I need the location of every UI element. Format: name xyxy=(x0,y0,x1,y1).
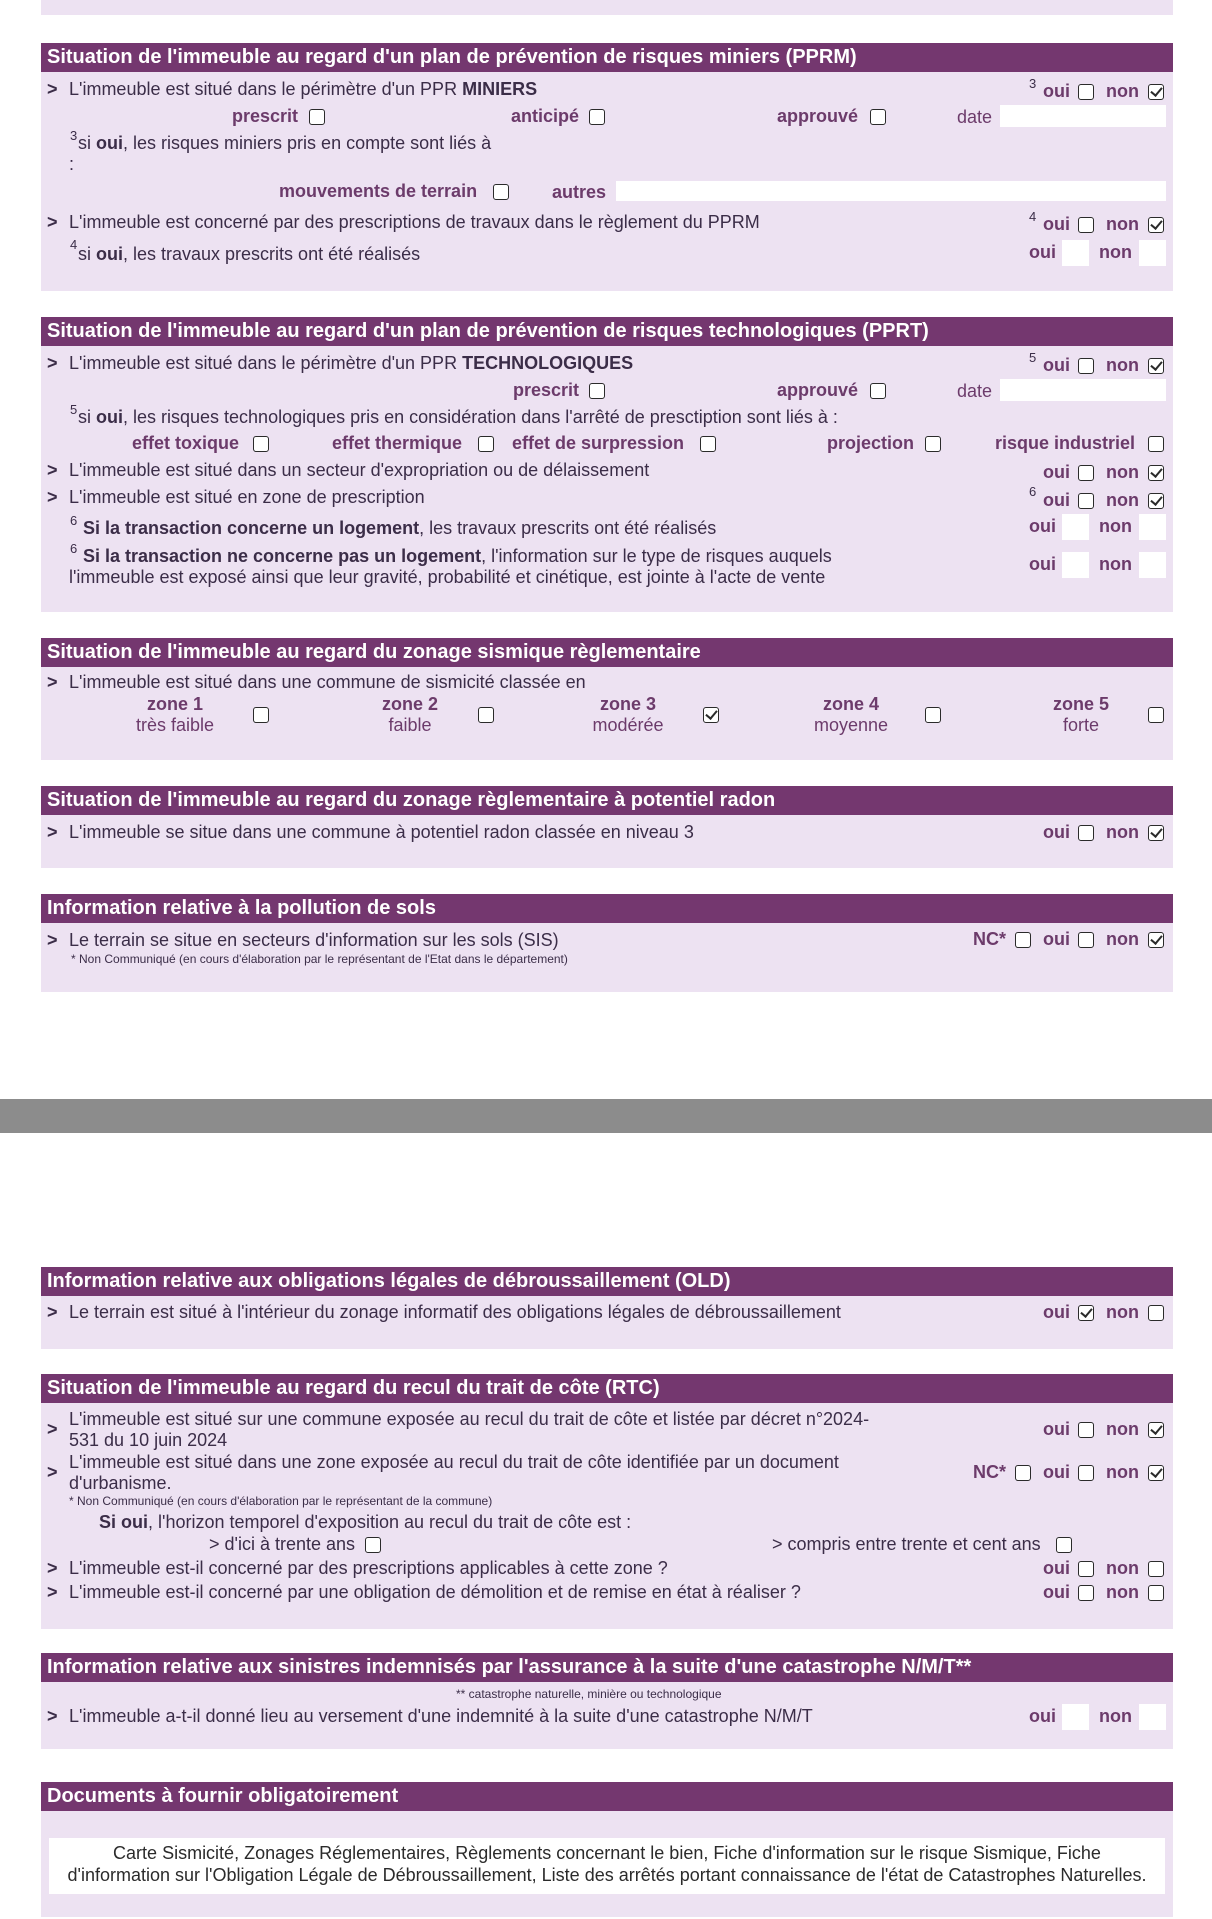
projection-label: projection xyxy=(827,433,915,453)
oui-label: oui xyxy=(1043,1582,1070,1602)
rtc-q2-line2: d'urbanisme. xyxy=(69,1473,172,1493)
pprt-q3-oui-checkbox[interactable] xyxy=(1078,493,1094,509)
non-label: non xyxy=(1099,516,1132,536)
oui-label: oui xyxy=(1029,1706,1056,1726)
rtc-opt2-label: > compris entre trente et cent ans xyxy=(772,1534,1041,1554)
oui-label: oui xyxy=(1043,214,1070,234)
pprt-approuve-checkbox[interactable] xyxy=(870,383,886,399)
sinistres-header: Information relative aux sinistres indemnisés par l'assurance à la suite d'une catastrophe N/M/T** xyxy=(41,1653,1173,1682)
pprt-q2: L'immeuble est situé dans un secteur d'expropriation ou de délaissement xyxy=(69,460,650,480)
bullet-arrow: > xyxy=(47,487,58,507)
seismic-zone-level: moyenne xyxy=(813,715,889,735)
pprt-q2-non-checkbox[interactable] xyxy=(1148,465,1164,481)
bullet-arrow: > xyxy=(47,1462,58,1482)
pprm-q2-sup: 4 xyxy=(1029,209,1037,224)
oui-label: oui xyxy=(1043,1419,1070,1439)
seismic-zone-name: zone 3 xyxy=(599,694,656,714)
pprm-approuve-checkbox[interactable] xyxy=(870,109,886,125)
oui-label: oui xyxy=(1043,355,1070,375)
seismic-zone-checkbox[interactable] xyxy=(253,707,269,723)
sinistres-non-field[interactable] xyxy=(1139,1704,1166,1730)
prescrit-label: prescrit xyxy=(513,380,580,400)
projection-checkbox[interactable] xyxy=(925,436,941,452)
rtc-q2-line1: L'immeuble est situé dans une zone exposée au recul du trait de côte identifiée par un document xyxy=(69,1452,839,1472)
non-label: non xyxy=(1106,1462,1139,1482)
pprm-q2-oui-checkbox[interactable] xyxy=(1078,217,1094,233)
old-header: Information relative aux obligations légales de débroussaillement (OLD) xyxy=(41,1267,1173,1296)
oui-label: oui xyxy=(1043,1302,1070,1322)
bullet-arrow: > xyxy=(47,930,58,950)
bullet-arrow: > xyxy=(47,79,58,99)
rtc-q1-non-checkbox[interactable] xyxy=(1148,1422,1164,1438)
pollution-oui-checkbox[interactable] xyxy=(1078,932,1094,948)
non-label: non xyxy=(1106,355,1139,375)
pprt-q1-non-checkbox[interactable] xyxy=(1148,358,1164,374)
rtc-q1-line2: 531 du 10 juin 2024 xyxy=(69,1430,228,1450)
pprt-header: Situation de l'immeuble au regard d'un plan de prévention de risques technologiques (PPRT) xyxy=(41,317,1173,346)
pprm-note3: si oui, les risques miniers pris en compte sont liés à xyxy=(78,133,492,153)
non-label: non xyxy=(1099,1706,1132,1726)
non-label: non xyxy=(1106,214,1139,234)
effet-surpression-label: effet de surpression xyxy=(512,433,685,453)
non-label: non xyxy=(1106,462,1139,482)
seismic-zone-level: modérée xyxy=(592,715,664,735)
bullet-arrow: > xyxy=(47,1706,58,1726)
pprt-note6a-oui-field[interactable] xyxy=(1062,514,1089,540)
pprm-note4-non-field[interactable] xyxy=(1139,240,1166,266)
oui-label: oui xyxy=(1029,554,1056,574)
pprm-q1: L'immeuble est situé dans le périmètre d'un PPR MINIERS xyxy=(69,79,538,99)
mouvements-label: mouvements de terrain xyxy=(279,181,478,201)
non-label: non xyxy=(1106,1558,1139,1578)
non-label: non xyxy=(1106,822,1139,842)
non-label: non xyxy=(1106,929,1139,949)
rtc-q1-line1: L'immeuble est situé sur une commune exposée au recul du trait de côte et listée par décret n°2024- xyxy=(69,1409,870,1429)
note3-sup: 3 xyxy=(70,128,78,143)
rtc-trente-cent-ans-checkbox[interactable] xyxy=(1056,1537,1072,1553)
seismic-zone-name: zone 4 xyxy=(822,694,879,714)
old-non-checkbox[interactable] xyxy=(1148,1305,1164,1321)
risque-industriel-checkbox[interactable] xyxy=(1148,436,1164,452)
bullet-arrow: > xyxy=(47,1419,58,1439)
effet-toxique-label: effet toxique xyxy=(132,433,240,453)
oui-label: oui xyxy=(1029,516,1056,536)
pollution-non-checkbox[interactable] xyxy=(1148,932,1164,948)
date-label: date xyxy=(957,107,993,127)
effet-surpression-checkbox[interactable] xyxy=(700,436,716,452)
oui-label: oui xyxy=(1043,81,1070,101)
old-oui-checkbox[interactable] xyxy=(1078,1305,1094,1321)
non-label: non xyxy=(1099,554,1132,574)
bullet-arrow: > xyxy=(47,1302,58,1322)
anticipe-label: anticipé xyxy=(511,106,580,126)
autres-label: autres xyxy=(552,182,607,202)
pprm-mouvements-checkbox[interactable] xyxy=(493,184,509,200)
non-label: non xyxy=(1099,242,1132,262)
oui-label: oui xyxy=(1043,929,1070,949)
approuve-label: approuvé xyxy=(777,380,859,400)
documents-list xyxy=(49,1838,1165,1894)
pprt-q3-sup: 6 xyxy=(1029,484,1037,499)
date-label: date xyxy=(957,381,993,401)
pprt-date-field[interactable] xyxy=(1000,379,1166,401)
oui-label: oui xyxy=(1043,822,1070,842)
rtc-q1-oui-checkbox[interactable] xyxy=(1078,1422,1094,1438)
pprt-note6a: Si la transaction concerne un logement, les travaux prescrits ont été réalisés xyxy=(83,518,717,538)
old-q1: Le terrain est situé à l'intérieur du zonage informatif des obligations légales de débroussaillement xyxy=(69,1302,841,1322)
effet-toxique-checkbox[interactable] xyxy=(253,436,269,452)
pollution-note: * Non Communiqué (en cours d'élaboration par le représentant de l'Etat dans le département) xyxy=(71,952,568,966)
rtc-trente-ans-checkbox[interactable] xyxy=(365,1537,381,1553)
seismic-zone-name: zone 2 xyxy=(381,694,438,714)
documents-line1: Carte Sismicité, Zonages Réglementaires, Règlements concernant le bien, Fiche d'information sur le risque Sismique, Fiche xyxy=(113,1843,1101,1863)
pprt-note6b-line2: l'immeuble est exposé ainsi que leur gravité, probabilité et cinétique, est jointe à l'acte de vente xyxy=(69,567,826,587)
bullet-arrow: > xyxy=(47,460,58,480)
pprt-note5: si oui, les risques technologiques pris en considération dans l'arrêté de presctiption sont liés à : xyxy=(78,407,838,427)
sinistres-note: ** catastrophe naturelle, minière ou technologique xyxy=(456,1687,722,1701)
seismic-zone-name: zone 5 xyxy=(1052,694,1109,714)
sismique-header: Situation de l'immeuble au regard du zonage sismique règlementaire xyxy=(41,638,1173,667)
pprt-q3-non-checkbox[interactable] xyxy=(1148,493,1164,509)
bullet-arrow: > xyxy=(47,353,58,373)
effet-thermique-checkbox[interactable] xyxy=(478,436,494,452)
pprm-anticipe-checkbox[interactable] xyxy=(589,109,605,125)
seismic-zone-checkbox[interactable] xyxy=(478,707,494,723)
note6a-sup: 6 xyxy=(70,513,78,528)
pprm-date-field[interactable] xyxy=(1000,105,1166,127)
bullet-arrow: > xyxy=(47,672,58,692)
pprm-q2-non-checkbox[interactable] xyxy=(1148,217,1164,233)
non-label: non xyxy=(1106,490,1139,510)
radon-q1: L'immeuble se situe dans une commune à potentiel radon classée en niveau 3 xyxy=(69,822,694,842)
seismic-zone-level: faible xyxy=(388,715,432,735)
rtc-q4-non-checkbox[interactable] xyxy=(1148,1585,1164,1601)
pprm-note3-colon: : xyxy=(69,154,75,174)
rtc-header: Situation de l'immeuble au regard du recul du trait de côte (RTC) xyxy=(41,1374,1173,1403)
non-label: non xyxy=(1106,1582,1139,1602)
seismic-zone-checkbox[interactable] xyxy=(925,707,941,723)
pollution-nc-checkbox[interactable] xyxy=(1015,932,1031,948)
pprt-q3: L'immeuble est situé en zone de prescription xyxy=(69,487,425,507)
note6b-sup: 6 xyxy=(70,541,78,556)
pprt-q1-sup: 5 xyxy=(1029,350,1037,365)
pprm-autres-field[interactable] xyxy=(616,181,1166,201)
non-label: non xyxy=(1106,81,1139,101)
oui-label: oui xyxy=(1043,1462,1070,1482)
nc-label: NC* xyxy=(973,1462,1007,1482)
seismic-zone-level: forte xyxy=(1062,715,1100,735)
pprt-q1-oui-checkbox[interactable] xyxy=(1078,358,1094,374)
oui-label: oui xyxy=(1043,462,1070,482)
non-label: non xyxy=(1106,1302,1139,1322)
pollution-q1: Le terrain se situe en secteurs d'information sur les sols (SIS) xyxy=(69,930,559,950)
rtc-opt1-label: > d'ici à trente ans xyxy=(209,1534,356,1554)
pprm-header: Situation de l'immeuble au regard d'un plan de prévention de risques miniers (PPRM) xyxy=(41,43,1173,72)
note5-sup: 5 xyxy=(70,402,78,417)
prescrit-label: prescrit xyxy=(232,106,299,126)
oui-label: oui xyxy=(1043,1558,1070,1578)
pprt-note6b-oui-field[interactable] xyxy=(1062,552,1089,578)
nc-label: NC* xyxy=(973,929,1007,949)
effet-thermique-label: effet thermique xyxy=(332,433,463,453)
pprm-q2: L'immeuble est concerné par des prescriptions de travaux dans le règlement du PPRM xyxy=(69,212,760,232)
rtc-q4-oui-checkbox[interactable] xyxy=(1078,1585,1094,1601)
rtc-q3-non-checkbox[interactable] xyxy=(1148,1561,1164,1577)
radon-non-checkbox[interactable] xyxy=(1148,825,1164,841)
non-label: non xyxy=(1106,1419,1139,1439)
seismic-zone-checkbox[interactable] xyxy=(703,707,719,723)
sinistres-q1: L'immeuble a-t-il donné lieu au versement d'une indemnité à la suite d'une catastrophe N/M/T xyxy=(69,1706,813,1726)
pprm-q1-oui-checkbox[interactable] xyxy=(1078,84,1094,100)
radon-oui-checkbox[interactable] xyxy=(1078,825,1094,841)
oui-label: oui xyxy=(1043,490,1070,510)
bullet-arrow: > xyxy=(47,1582,58,1602)
pprm-note4-oui-field[interactable] xyxy=(1062,240,1089,266)
documents-line2: d'information sur l'Obligation Légale de Débroussaillement, Liste des arrêtés portant connaissance de l'état de Catastrophes Naturelles. xyxy=(67,1865,1147,1885)
pprm-prescrit-checkbox[interactable] xyxy=(309,109,325,125)
bullet-arrow: > xyxy=(47,1558,58,1578)
top-band-remnant xyxy=(41,0,1173,15)
page-separator xyxy=(0,1099,1212,1133)
risque-industriel-label: risque industriel xyxy=(995,433,1136,453)
seismic-zone-checkbox[interactable] xyxy=(1148,707,1164,723)
rtc-q3: L'immeuble est-il concerné par des prescriptions applicables à cette zone ? xyxy=(69,1558,668,1578)
pprt-note6b-non-field[interactable] xyxy=(1139,552,1166,578)
bullet-arrow: > xyxy=(47,822,58,842)
pollution-header: Information relative à la pollution de sols xyxy=(41,894,1173,923)
pprm-note4: si oui, les travaux prescrits ont été réalisés xyxy=(78,244,421,264)
documents-header: Documents à fournir obligatoirement xyxy=(41,1782,1173,1811)
seismic-zone-level: très faible xyxy=(135,715,215,735)
pprm-q1-sup: 3 xyxy=(1029,76,1037,91)
approuve-label: approuvé xyxy=(777,106,859,126)
radon-header: Situation de l'immeuble au regard du zonage règlementaire à potentiel radon xyxy=(41,786,1173,815)
rtc-q2-non-checkbox[interactable] xyxy=(1148,1465,1164,1481)
pprm-q1-non-checkbox[interactable] xyxy=(1148,84,1164,100)
rtc-horizon: Si oui, l'horizon temporel d'exposition au recul du trait de côte est : xyxy=(99,1512,632,1532)
pprt-q1: L'immeuble est situé dans le périmètre d'un PPR TECHNOLOGIQUES xyxy=(69,353,634,373)
rtc-q3-oui-checkbox[interactable] xyxy=(1078,1561,1094,1577)
oui-label: oui xyxy=(1029,242,1056,262)
pprt-q2-oui-checkbox[interactable] xyxy=(1078,465,1094,481)
bullet-arrow: > xyxy=(47,212,58,232)
note4-sup: 4 xyxy=(70,237,78,252)
rtc-note: * Non Communiqué (en cours d'élaboration par le représentant de la commune) xyxy=(69,1494,493,1508)
pprt-note6a-non-field[interactable] xyxy=(1139,514,1166,540)
seismic-zone-name: zone 1 xyxy=(146,694,203,714)
rtc-q4: L'immeuble est-il concerné par une obligation de démolition et de remise en état à réaliser ? xyxy=(69,1582,801,1602)
pprt-prescrit-checkbox[interactable] xyxy=(589,383,605,399)
rtc-q2-nc-checkbox[interactable] xyxy=(1015,1465,1031,1481)
rtc-q2-oui-checkbox[interactable] xyxy=(1078,1465,1094,1481)
sismique-q1: L'immeuble est situé dans une commune de sismicité classée en xyxy=(69,672,586,692)
sinistres-oui-field[interactable] xyxy=(1062,1704,1089,1730)
pprt-note6b: Si la transaction ne concerne pas un logement, l'information sur le type de risques auquels xyxy=(83,546,832,566)
